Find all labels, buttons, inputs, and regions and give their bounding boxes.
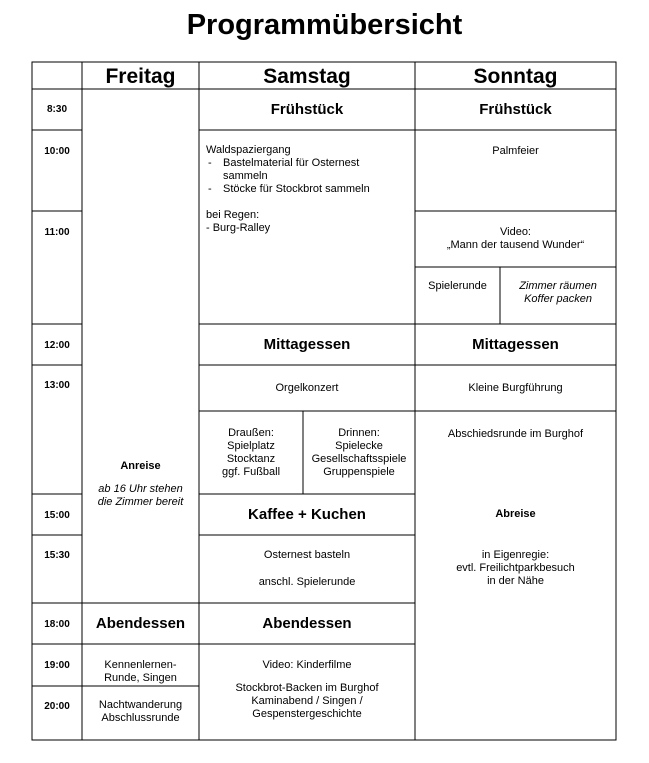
time-label: 12:00 (44, 340, 70, 351)
time-label: 15:00 (44, 510, 70, 521)
wald-title: Waldspaziergang (206, 144, 291, 156)
time-label: 13:00 (44, 380, 70, 391)
text-line: Abschlussrunde (101, 712, 180, 724)
anreise-note: die Zimmer bereit (97, 496, 184, 508)
sonntag-abschied: Abschiedsrunde im Burghof (447, 428, 584, 440)
sonntag-fruehstueck: Frühstück (479, 101, 552, 118)
samstag-abendessen: Abendessen (262, 615, 352, 632)
text-line: evtl. Freilichtparkbesuch (456, 561, 575, 574)
sonntag-zimmer (500, 267, 616, 324)
time-label: 19:00 (44, 660, 70, 671)
text-line: Stockbrot-Backen im Burghof (235, 682, 379, 694)
wald-item: - Stöcke für Stockbrot sammeln (206, 183, 388, 196)
regen-item: - Burg-Ralley (206, 222, 271, 234)
time-label: 10:00 (44, 146, 70, 157)
text-line: Spielecke (335, 439, 383, 452)
samstag-waldspaziergang (199, 130, 415, 324)
freitag-anreise (82, 460, 199, 530)
sonntag-spielerunde: Spielerunde (428, 280, 487, 292)
text-line: Gruppenspiele (323, 465, 395, 478)
text-line: Video: (500, 226, 531, 238)
time-label: 18:00 (44, 619, 70, 630)
samstag-fruehstueck: Frühstück (270, 101, 344, 118)
text-line: ggf. Fußball (221, 465, 281, 478)
sonntag-palmfeier: Palmfeier (492, 145, 539, 157)
text-line: Spielplatz (227, 439, 275, 452)
wald-list (206, 157, 388, 196)
text-line: Gesellschaftsspiele (311, 452, 407, 465)
page-title: Programmübersicht (186, 9, 463, 41)
anreise-title: Anreise (120, 460, 161, 472)
text-line: Osternest basteln (263, 549, 351, 561)
regen-title: bei Regen: (206, 209, 260, 221)
samstag-kaffee: Kaffee + Kuchen (248, 506, 366, 523)
text-line: Video: Kinderfilme (262, 659, 352, 671)
freitag-abendessen: Abendessen (95, 615, 186, 632)
text-line: Gespenstergeschichte (252, 708, 362, 720)
day-header-freitag: Freitag (105, 64, 176, 88)
sonntag-burgfuehrung: Kleine Burgführung (468, 381, 563, 394)
freitag-late (82, 686, 199, 740)
samstag-abend (199, 644, 415, 740)
sonntag-video (415, 211, 616, 267)
text-line: Draußen: (228, 426, 274, 439)
time-label: 20:00 (44, 701, 70, 712)
sonntag-eigenregie (415, 546, 616, 590)
text-line: Koffer packen (524, 293, 592, 305)
time-label: 8:30 (46, 104, 67, 115)
day-header-samstag: Samstag (263, 64, 351, 88)
text-line: Kaminabend / Singen / (251, 695, 363, 707)
samstag-mittagessen: Mittagessen (263, 336, 351, 353)
text-line: Zimmer räumen (519, 280, 597, 292)
text-line: in der Nähe (487, 574, 544, 587)
time-label: 11:00 (44, 227, 70, 238)
time-label: 15:30 (44, 550, 70, 561)
text-line: Runde, Singen (104, 672, 177, 684)
wald-item: - Bastelmaterial für Osternest sammeln (206, 157, 388, 183)
day-header-sonntag: Sonntag (473, 64, 558, 88)
sonntag-mittagessen: Mittagessen (472, 336, 559, 353)
anreise-note: ab 16 Uhr stehen (98, 483, 183, 495)
text-line: in Eigenregie: (481, 548, 550, 561)
text-line: „Mann der tausend Wunder“ (446, 239, 585, 251)
text-line: anschl. Spielerunde (258, 576, 356, 588)
sonntag-abreise: Abreise (495, 507, 536, 520)
text-line: Stocktanz (226, 452, 276, 465)
samstag-orgelkonzert: Orgelkonzert (275, 381, 339, 394)
samstag-drinnen (303, 411, 415, 494)
text-line: Drinnen: (338, 426, 380, 439)
text-line: Nachtwanderung (98, 699, 183, 711)
text-line: Kennenlernen- (104, 659, 177, 671)
freitag-evening (82, 644, 199, 686)
samstag-osternest (199, 535, 415, 603)
samstag-draussen (199, 411, 303, 494)
